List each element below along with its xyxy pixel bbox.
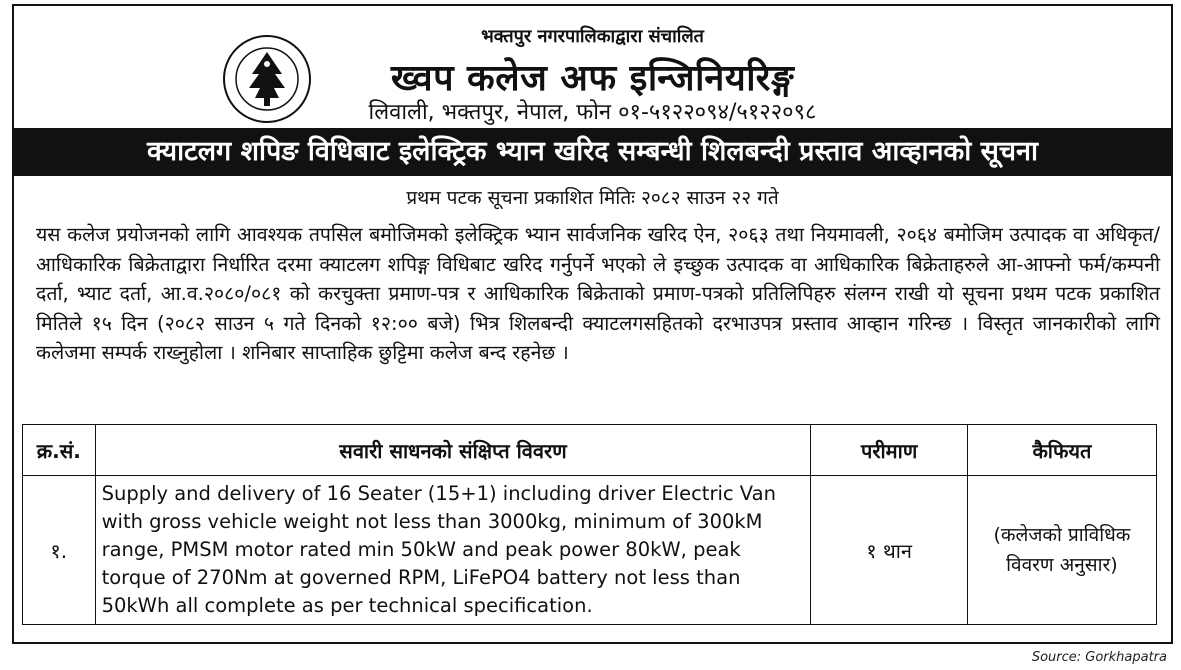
source-caption: Source: Gorkhapatra [1031,650,1167,665]
notice-body: यस कलेज प्रयोजनको लागि आवश्यक तपसिल बमोजिमको इलेक्ट्रिक भ्यान सार्वजनिक खरिद ऐन, २०६३ तथा नियमावली, २०६४ बमोजिम उत्पादक वा अधिकृत/आधिकारिक बिक्रेताद्वारा निर्धारित दरमा क्याटलग शपिङ्ग विधिबाट खरिद गर्नुपर्ने भएको ले इच्छुक उत्पादक वा आधिकारिक बिक्रेताहरुले आ-आफ्नो फर्म/कम्पनी दर्ता, भ्याट दर्ता, आ.व.२०८०/०८१ को करचुक्ता प्रमाण-पत्र र आधिकारिक बिक्रेताको प्रमाण-पत्रको प्रतिलिपिहरु संलग्न राखी यो सूचना प्रथम पटक प्रकाशित मितिले १५ दिन (२०८२ साउन ५ गते दिनको १२:०० बजे) भित्र शिलबन्दी क्याटलगसहितको दरभाउपत्र प्रस्ताव आव्हान गरिन्छ । विस्तृत जानकारीको लागि कलेजमा सम्पर्क राख्नुहोला । शनिबार साप्ताहिक छुट्टिमा कलेज बन्द रहनेछ । [36,223,1160,364]
college-address: लिवाली, भक्तपुर, नेपाल, फोन ०१-५१२२०९४/५१२२०९८ [368,100,817,125]
header-subtitle: भक्तपुर नगरपालिकाद्वारा संचालित [481,26,704,47]
header-description: सवारी साधनको संक्षिप्त विवरण [95,425,811,476]
header-quantity: परीमाण [811,425,967,476]
college-name: ख्वप कलेज अफ इन्जिनियरिङ्ग [390,58,795,99]
row-sn: १. [23,476,96,625]
row-remarks: (कलेजको प्राविधिक विवरण अनुसार) [967,476,1156,625]
header-sn: क्र.सं. [23,425,96,476]
notice-heading: क्याटलग शपिङ विधिबाट इलेक्ट्रिक भ्यान खरिद सम्बन्धी शिलबन्दी प्रस्ताव आव्हानको सूचना [14,128,1171,176]
table-header-row [23,425,1157,476]
table-row [23,476,1157,625]
row-quantity: १ थान [811,476,967,625]
header-remarks: कैफियत [967,425,1156,476]
row-description: Supply and delivery of 16 Seater (15+1) including driver Electric Van with gross vehicle weight not less than 3000kg, minimum of 300kM range, PMSM motor rated min 50kW and peak power 80kW, peak torque of 270Nm at governed RPM, LiFePO4 battery not less than 50kWh all complete as per technical specification. [95,476,811,625]
published-date: प्रथम पटक सूचना प्रकाशित मितिः २०८२ साउन २२ गते [406,187,779,209]
items-table [22,424,1157,625]
